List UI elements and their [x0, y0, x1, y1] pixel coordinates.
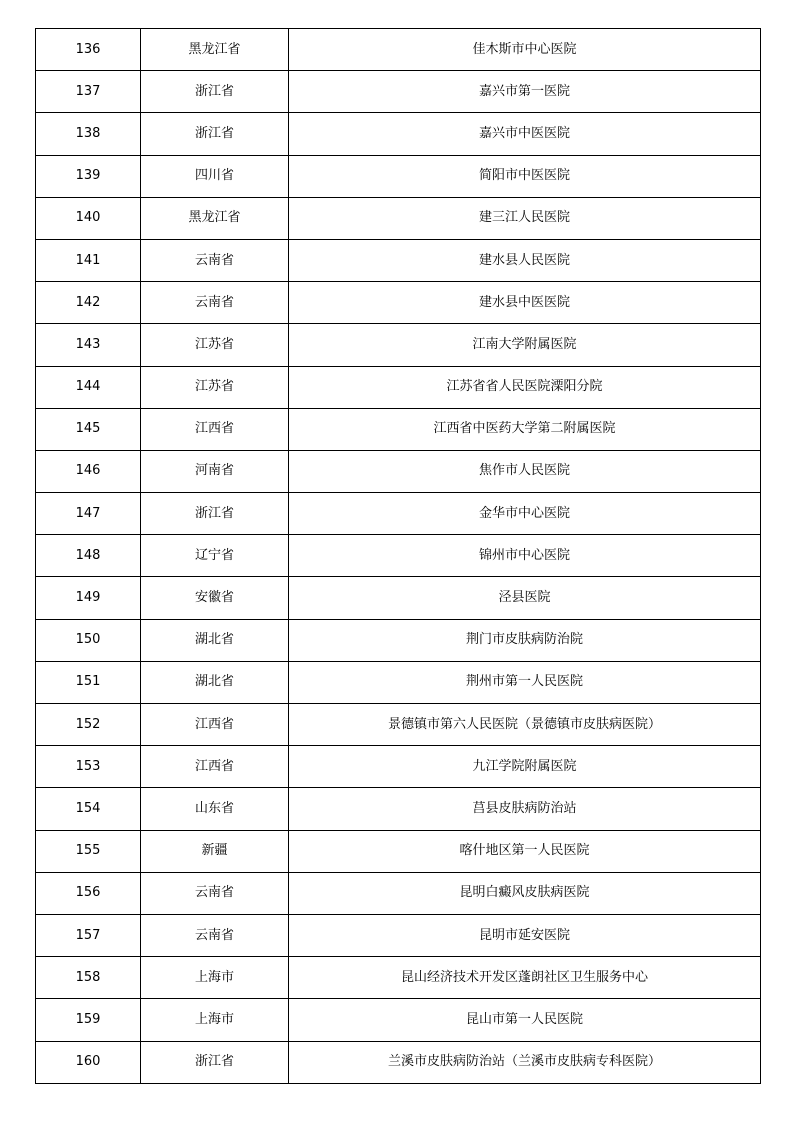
- row-number-cell: 143: [36, 324, 141, 366]
- hospital-name-cell: 喀什地区第一人民医院: [289, 830, 761, 872]
- province-cell: 四川省: [141, 155, 289, 197]
- hospital-name-cell: 昆山经济技术开发区蓬朗社区卫生服务中心: [289, 957, 761, 999]
- hospital-name-cell: 江苏省省人民医院溧阳分院: [289, 366, 761, 408]
- province-cell: 江苏省: [141, 324, 289, 366]
- province-cell: 江西省: [141, 408, 289, 450]
- hospital-table: [35, 28, 761, 1084]
- hospital-name-cell: 荆门市皮肤病防治院: [289, 619, 761, 661]
- province-cell: 浙江省: [141, 71, 289, 113]
- province-cell: 江西省: [141, 746, 289, 788]
- row-number-cell: 145: [36, 408, 141, 450]
- hospital-name-cell: 建水县人民医院: [289, 239, 761, 281]
- table-row: [36, 619, 761, 661]
- province-cell: 新疆: [141, 830, 289, 872]
- row-number-cell: 140: [36, 197, 141, 239]
- hospital-name-cell: 建水县中医医院: [289, 282, 761, 324]
- hospital-name-cell: 建三江人民医院: [289, 197, 761, 239]
- row-number-cell: 136: [36, 29, 141, 71]
- hospital-name-cell: 焦作市人民医院: [289, 450, 761, 492]
- province-cell: 上海市: [141, 957, 289, 999]
- province-cell: 河南省: [141, 450, 289, 492]
- table-row: [36, 197, 761, 239]
- province-cell: 江苏省: [141, 366, 289, 408]
- hospital-name-cell: 兰溪市皮肤病防治站（兰溪市皮肤病专科医院）: [289, 1041, 761, 1083]
- row-number-cell: 144: [36, 366, 141, 408]
- hospital-name-cell: 泾县医院: [289, 577, 761, 619]
- hospital-name-cell: 嘉兴市中医医院: [289, 113, 761, 155]
- row-number-cell: 147: [36, 493, 141, 535]
- province-cell: 云南省: [141, 872, 289, 914]
- table-row: [36, 914, 761, 956]
- row-number-cell: 158: [36, 957, 141, 999]
- row-number-cell: 156: [36, 872, 141, 914]
- table-row: [36, 788, 761, 830]
- hospital-name-cell: 莒县皮肤病防治站: [289, 788, 761, 830]
- row-number-cell: 154: [36, 788, 141, 830]
- province-cell: 云南省: [141, 239, 289, 281]
- province-cell: 山东省: [141, 788, 289, 830]
- table-row: [36, 155, 761, 197]
- province-cell: 浙江省: [141, 113, 289, 155]
- table-row: [36, 282, 761, 324]
- row-number-cell: 149: [36, 577, 141, 619]
- row-number-cell: 151: [36, 661, 141, 703]
- document-page: [35, 28, 760, 1084]
- table-row: [36, 704, 761, 746]
- hospital-name-cell: 景德镇市第六人民医院（景德镇市皮肤病医院）: [289, 704, 761, 746]
- table-row: [36, 239, 761, 281]
- table-row: [36, 113, 761, 155]
- hospital-name-cell: 昆山市第一人民医院: [289, 999, 761, 1041]
- table-row: [36, 1041, 761, 1083]
- table-row: [36, 71, 761, 113]
- hospital-name-cell: 佳木斯市中心医院: [289, 29, 761, 71]
- table-row: [36, 661, 761, 703]
- province-cell: 浙江省: [141, 1041, 289, 1083]
- table-row: [36, 450, 761, 492]
- province-cell: 云南省: [141, 914, 289, 956]
- hospital-name-cell: 昆明市延安医院: [289, 914, 761, 956]
- hospital-name-cell: 锦州市中心医院: [289, 535, 761, 577]
- table-row: [36, 999, 761, 1041]
- row-number-cell: 152: [36, 704, 141, 746]
- row-number-cell: 142: [36, 282, 141, 324]
- row-number-cell: 150: [36, 619, 141, 661]
- hospital-name-cell: 九江学院附属医院: [289, 746, 761, 788]
- province-cell: 浙江省: [141, 493, 289, 535]
- row-number-cell: 160: [36, 1041, 141, 1083]
- province-cell: 云南省: [141, 282, 289, 324]
- table-row: [36, 577, 761, 619]
- hospital-name-cell: 江西省中医药大学第二附属医院: [289, 408, 761, 450]
- hospital-name-cell: 金华市中心医院: [289, 493, 761, 535]
- table-row: [36, 408, 761, 450]
- row-number-cell: 153: [36, 746, 141, 788]
- row-number-cell: 148: [36, 535, 141, 577]
- hospital-name-cell: 江南大学附属医院: [289, 324, 761, 366]
- row-number-cell: 139: [36, 155, 141, 197]
- province-cell: 安徽省: [141, 577, 289, 619]
- province-cell: 辽宁省: [141, 535, 289, 577]
- row-number-cell: 141: [36, 239, 141, 281]
- province-cell: 黑龙江省: [141, 197, 289, 239]
- province-cell: 湖北省: [141, 619, 289, 661]
- row-number-cell: 137: [36, 71, 141, 113]
- table-row: [36, 535, 761, 577]
- table-row: [36, 324, 761, 366]
- row-number-cell: 138: [36, 113, 141, 155]
- table-row: [36, 872, 761, 914]
- table-row: [36, 493, 761, 535]
- row-number-cell: 146: [36, 450, 141, 492]
- table-row: [36, 366, 761, 408]
- table-row: [36, 746, 761, 788]
- table-body: [36, 29, 761, 1084]
- hospital-name-cell: 昆明白癜风皮肤病医院: [289, 872, 761, 914]
- table-row: [36, 957, 761, 999]
- hospital-name-cell: 简阳市中医医院: [289, 155, 761, 197]
- row-number-cell: 157: [36, 914, 141, 956]
- row-number-cell: 159: [36, 999, 141, 1041]
- province-cell: 湖北省: [141, 661, 289, 703]
- row-number-cell: 155: [36, 830, 141, 872]
- province-cell: 黑龙江省: [141, 29, 289, 71]
- table-row: [36, 29, 761, 71]
- province-cell: 上海市: [141, 999, 289, 1041]
- table-row: [36, 830, 761, 872]
- hospital-name-cell: 嘉兴市第一医院: [289, 71, 761, 113]
- hospital-name-cell: 荆州市第一人民医院: [289, 661, 761, 703]
- province-cell: 江西省: [141, 704, 289, 746]
